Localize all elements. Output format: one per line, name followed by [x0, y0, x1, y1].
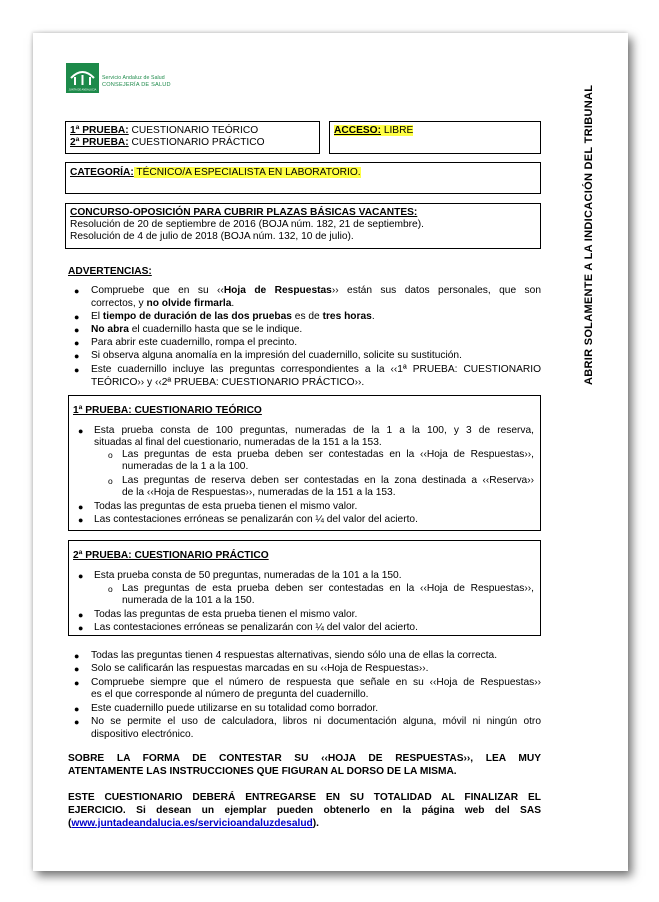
prueba1-text: CUESTIONARIO TEÓRICO	[128, 125, 259, 136]
advertencia-6-line-2: TEÓRICO›› y ‹‹2ª PRUEBA: CUESTIONARIO PRÁCTICO››.	[91, 377, 365, 388]
bullet-icon: ●	[74, 365, 80, 375]
general-1: Todas las preguntas tienen 4 respuestas alternativas, siendo sólo una de ellas la correcta.	[91, 650, 498, 661]
advertencias-title: ADVERTENCIAS:	[68, 266, 152, 277]
bullet-icon: ●	[78, 426, 84, 436]
bullet-icon: ●	[74, 351, 80, 361]
prueba2-sub-1-line-1: Las preguntas de esta prueba deben ser contestadas en la ‹‹Hoja de Respuestas››,	[122, 583, 534, 594]
circle-bullet-icon: o	[108, 476, 113, 486]
bullet-icon: ●	[78, 502, 84, 512]
advertencia-6-line-1: Este cuadernillo incluye las preguntas correspondientes a la ‹‹1ª PRUEBA: CUESTIONARIO	[91, 364, 541, 375]
prueba1-title: 1ª PRUEBA: CUESTIONARIO TEÓRICO	[73, 405, 262, 416]
side-instruction-text: ABRIR SOLAMENTE A LA INDICACIÓN DEL TRIBUNAL	[583, 84, 595, 386]
prueba1-label: 1ª PRUEBA:	[70, 125, 129, 136]
prueba1-sub-2-line-2: de la ‹‹Hoja de Respuestas››, numeradas de la 151 a la 153.	[122, 487, 396, 498]
logo-mark-text: JUNTA DE ANDALUCIA	[68, 88, 97, 92]
footer-2-line-2: EJERCICIO. Si desean un ejemplar pueden obtenerlo en la página web del SAS	[68, 805, 541, 816]
advertencia-4: Para abrir este cuadernillo, rompa el precinto.	[91, 337, 298, 348]
prueba1-sub-1-line-2: numeradas de la 1 a la 100.	[122, 461, 249, 472]
footer-1-line-2: ATENTAMENTE LAS INSTRUCCIONES QUE FIGURAN AL DORSO DE LA MISMA.	[68, 766, 457, 777]
bullet-icon: ●	[74, 678, 80, 688]
categoria-label: CATEGORÍA:	[70, 167, 134, 178]
prueba2-sub-1-line-2: numerada de la 101 a la 150.	[122, 595, 255, 606]
sas-website-link[interactable]: www.juntadeandalucia.es/servicioandaluzdesalud	[71, 818, 313, 829]
categoria-line	[70, 167, 361, 179]
prueba2-title: 2ª PRUEBA: CUESTIONARIO PRÁCTICO	[73, 550, 269, 561]
general-4: Este cuadernillo puede utilizarse en su totalidad como borrador.	[91, 703, 379, 714]
bullet-icon: ●	[74, 286, 80, 296]
bullet-icon: ●	[74, 717, 80, 727]
circle-bullet-icon: o	[108, 584, 113, 594]
prueba2-text: CUESTIONARIO PRÁCTICO	[128, 137, 265, 148]
categoria-value: TÉCNICO/A ESPECIALISTA EN LABORATORIO.	[133, 167, 361, 178]
general-3-line-2: es el que corresponde al número de pregunta del cuadernillo.	[91, 689, 369, 700]
acceso-value: LIBRE	[380, 125, 414, 136]
prueba1-bullet-1-line-1: Esta prueba consta de 100 preguntas, numeradas de la 1 a la 100, y 3 de reserva,	[94, 425, 534, 436]
general-2: Solo se calificarán las respuestas marcadas en su ‹‹Hoja de Respuestas››.	[91, 663, 429, 674]
bullet-icon: ●	[74, 704, 80, 714]
bullet-icon: ●	[74, 325, 80, 335]
acceso-label: ACCESO:	[334, 125, 381, 136]
prueba1-sub-1-line-1: Las preguntas de esta prueba deben ser contestadas en la ‹‹Hoja de Respuestas››,	[122, 449, 534, 460]
sas-logo	[66, 63, 186, 97]
prueba2-label: 2ª PRUEBA:	[70, 137, 129, 148]
footer-2-line-1: ESTE CUESTIONARIO DEBERÁ ENTREGARSE EN SU TOTALIDAD AL FINALIZAR EL	[68, 792, 541, 803]
prueba1-header-line	[70, 125, 258, 137]
advertencia-3: No abra el cuadernillo hasta que se le indique.	[91, 324, 303, 335]
acceso-line	[334, 125, 413, 137]
bullet-icon: ●	[78, 571, 84, 581]
bullet-icon: ●	[74, 664, 80, 674]
junta-andalucia-logo-icon	[66, 63, 99, 93]
resolucion-2: Resolución de 4 de julio de 2018 (BOJA núm. 132, 10 de julio).	[70, 231, 354, 242]
prueba2-bullet-2: Todas las preguntas de esta prueba tienen el mismo valor.	[94, 609, 358, 620]
logo-line-2: CONSEJERÍA DE SALUD	[102, 82, 171, 88]
exam-cover-page	[33, 33, 628, 871]
advertencia-2: El tiempo de duración de las dos pruebas es de tres horas.	[91, 311, 375, 322]
circle-bullet-icon: o	[108, 450, 113, 460]
bullet-icon: ●	[78, 610, 84, 620]
bullet-icon: ●	[78, 623, 84, 633]
advertencia-1-line-2: correctos, y no olvide firmarla.	[91, 298, 235, 309]
prueba1-bullet-2: Todas las preguntas de esta prueba tienen el mismo valor.	[94, 501, 358, 512]
concurso-title: CONCURSO-OPOSICIÓN PARA CUBRIR PLAZAS BÁSICAS VACANTES:	[70, 207, 418, 218]
bullet-icon: ●	[74, 338, 80, 348]
logo-line-1: Servicio Andaluz de Salud	[102, 75, 165, 81]
general-3-line-1: Compruebe siempre que el número de respuesta que señale en su ‹‹Hoja de Respuestas››	[91, 677, 541, 688]
prueba2-bullet-1: Esta prueba consta de 50 preguntas, numeradas de la 101 a la 150.	[94, 570, 402, 581]
footer-1-line-1: SOBRE LA FORMA DE CONTESTAR SU ‹‹HOJA DE RESPUESTAS››, LEA MUY	[68, 753, 541, 764]
prueba1-sub-2-line-1: Las preguntas de reserva deben ser contestadas en la zona destinada a ‹‹Reserva››	[122, 475, 534, 486]
advertencia-5: Si observa alguna anomalía en la impresión del cuadernillo, solicite su sustitución.	[91, 350, 462, 361]
prueba2-bullet-3: Las contestaciones erróneas se penalizarán con ¼ del valor del acierto.	[94, 622, 418, 633]
general-5-line-2: dispositivo electrónico.	[91, 729, 194, 740]
prueba1-bullet-1-line-2: situadas al final del cuestionario, numeradas de la 151 a la 153.	[94, 437, 382, 448]
prueba1-bullet-3: Las contestaciones erróneas se penalizarán con ¼ del valor del acierto.	[94, 514, 418, 525]
bullet-icon: ●	[78, 515, 84, 525]
bullet-icon: ●	[74, 312, 80, 322]
general-5-line-1: No se permite el uso de calculadora, libros ni documentación alguna, móvil ni ningún otro	[91, 716, 541, 727]
bullet-icon: ●	[74, 651, 80, 661]
prueba2-header-line	[70, 137, 265, 149]
advertencia-1-line-1: Compruebe que en su ‹‹Hoja de Respuestas›› están sus datos personales, que son	[91, 285, 541, 296]
resolucion-1: Resolución de 20 de septiembre de 2016 (BOJA núm. 182, 21 de septiembre).	[70, 219, 424, 230]
footer-2-line-3: (www.juntadeandalucia.es/servicioandaluzdesalud).	[68, 818, 320, 829]
